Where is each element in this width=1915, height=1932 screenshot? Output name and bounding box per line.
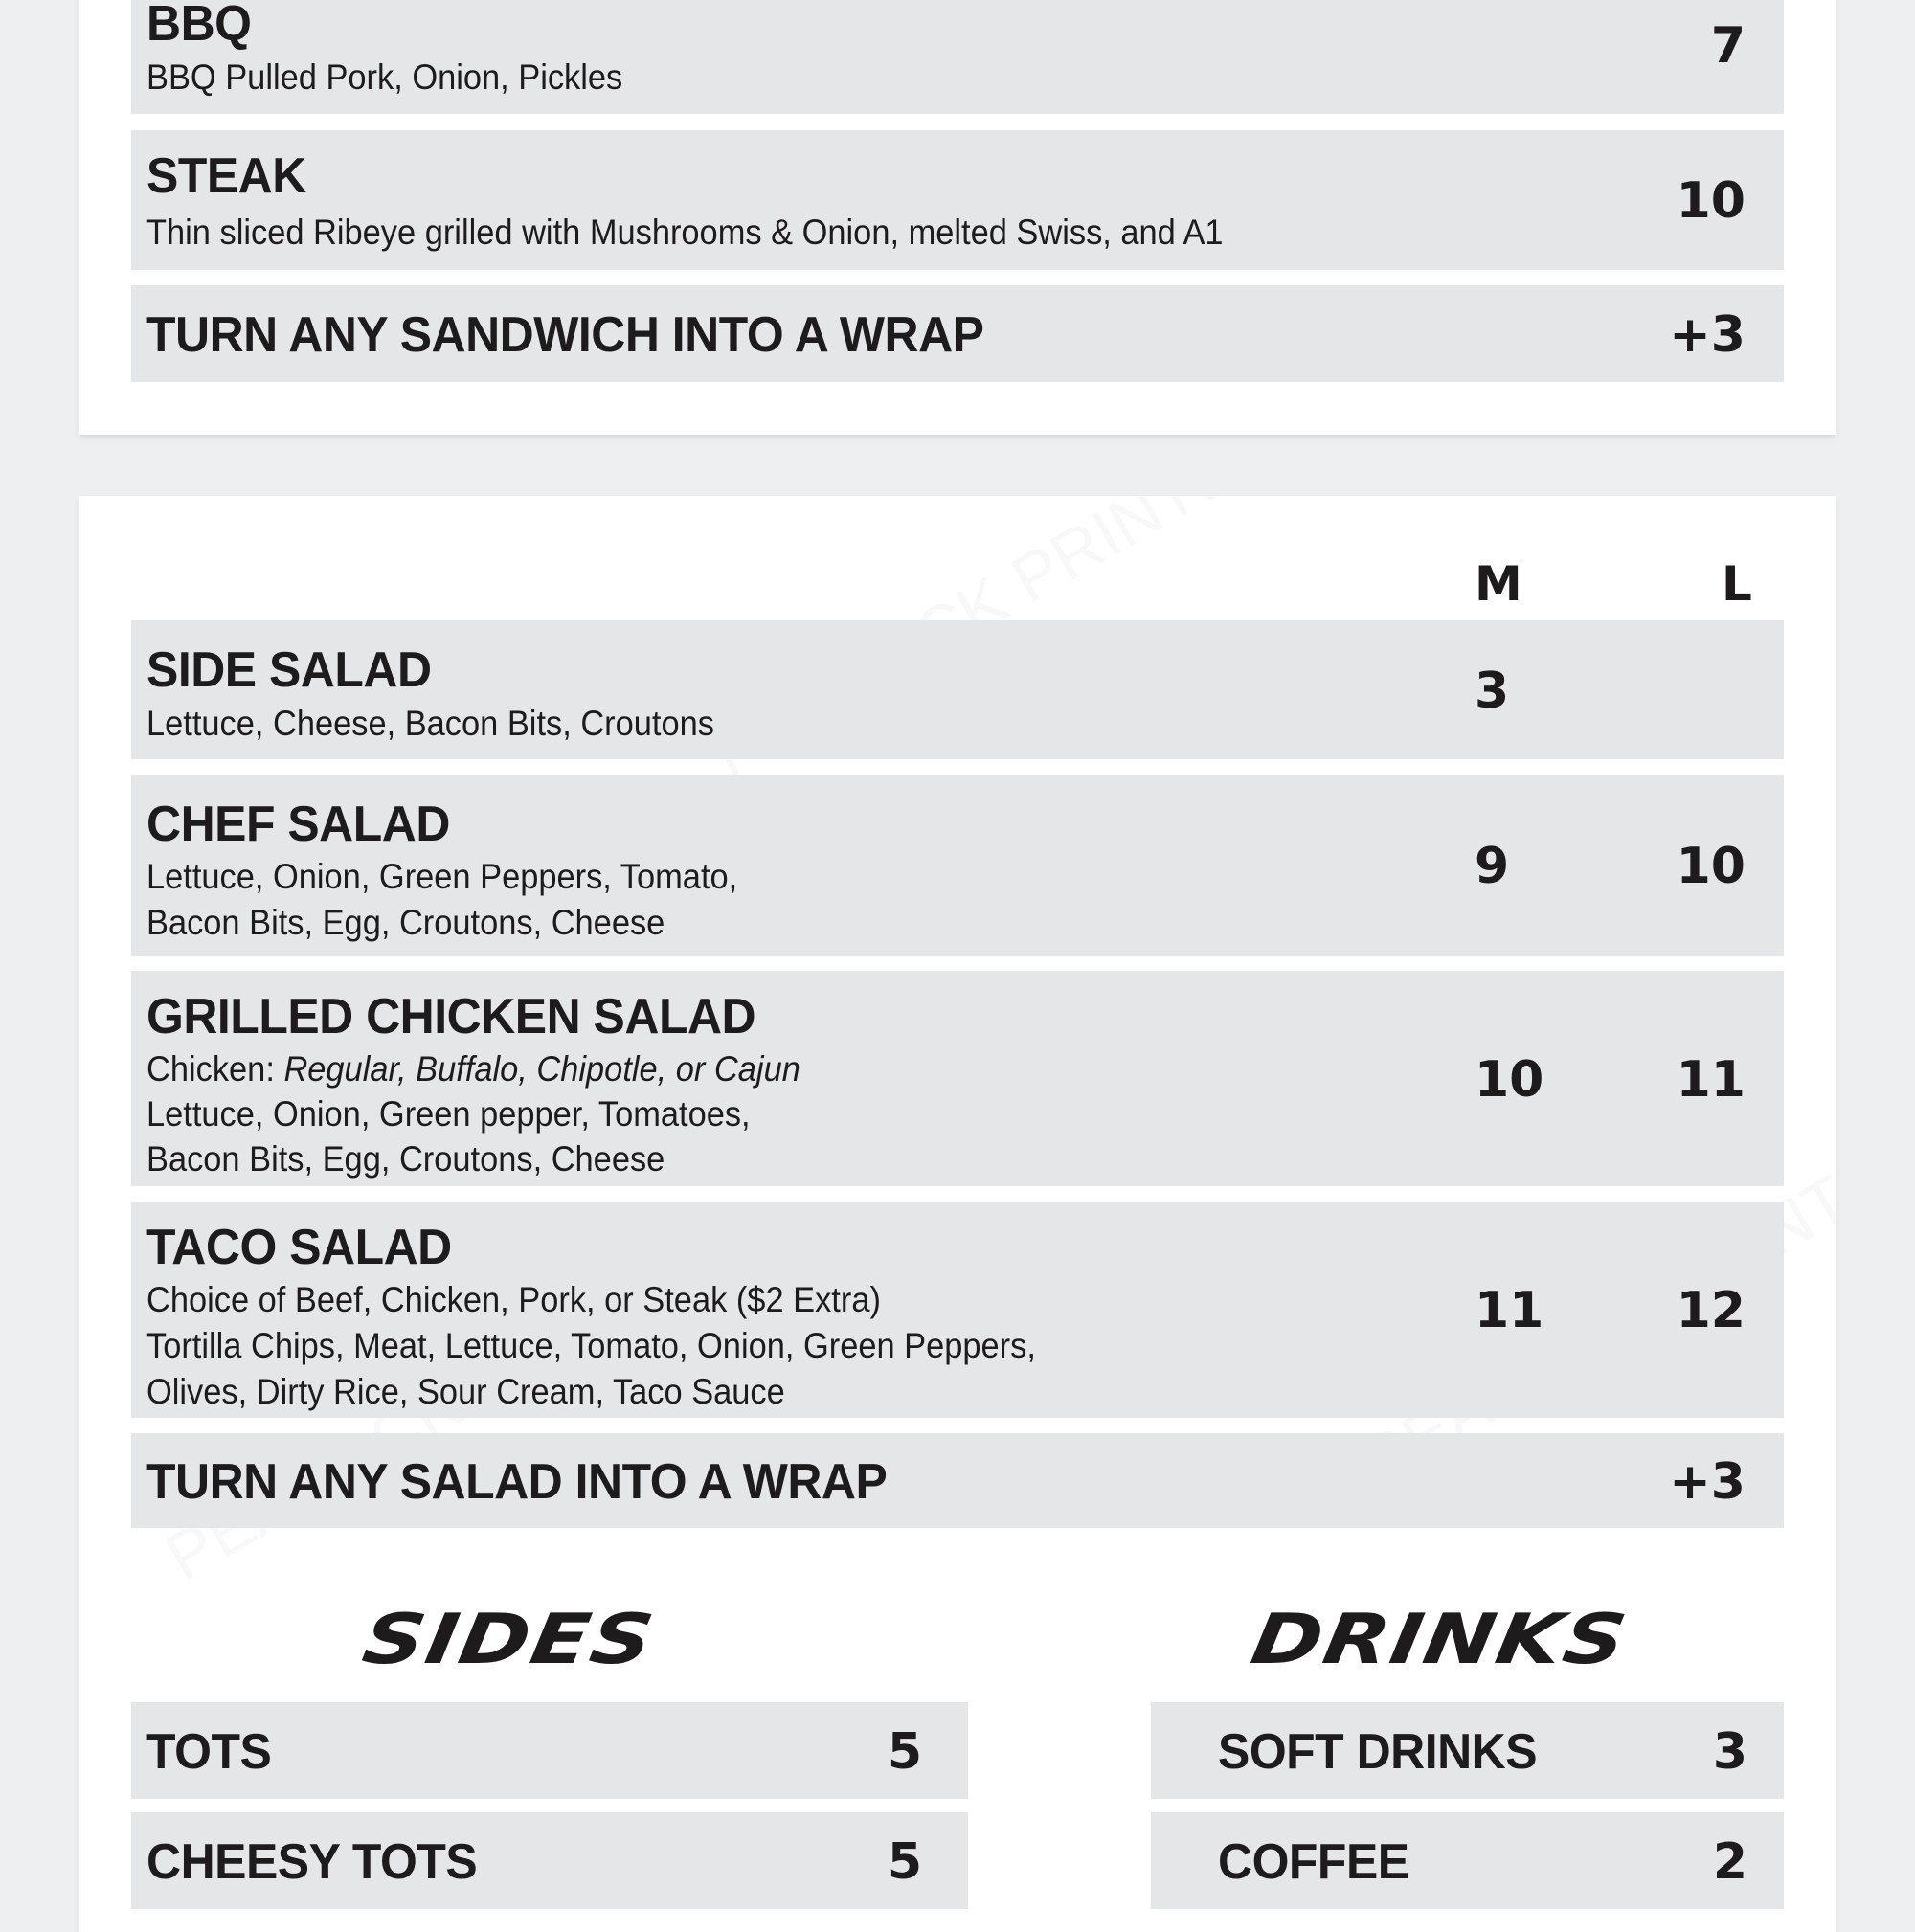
wrap-option-label: TURN ANY SALAD INTO A WRAP [146,1454,888,1510]
item-description-line [146,1046,800,1092]
item-price-medium: 10 [1475,1051,1544,1109]
side-item-tots [131,1702,968,1799]
item-description: Lettuce, Cheese, Bacon Bits, Croutons [146,704,714,743]
item-description-line: Lettuce, Onion, Green Peppers, Tomato, [146,857,738,896]
drink-item-soft-drinks [1151,1702,1784,1799]
item-description-line: Tortilla Chips, Meat, Lettuce, Tomato, Onion, Green Peppers, [146,1326,1036,1365]
item-name: SIDE SALAD [146,642,432,698]
item-price: 5 [887,1833,922,1891]
item-price: 5 [887,1723,922,1781]
menu-item-steak [131,130,1784,270]
sides-heading: SIDES [357,1598,662,1679]
item-price-medium: 9 [1475,838,1510,895]
item-description: BBQ Pulled Pork, Onion, Pickles [146,57,623,97]
item-name: GRILLED CHICKEN SALAD [146,989,756,1045]
item-price-large: 12 [1676,1282,1746,1339]
menu-item-taco-salad [131,1202,1784,1418]
item-price-medium: 11 [1475,1282,1544,1339]
item-price-large: 11 [1676,1051,1746,1109]
menu-item-grilled-chicken-salad [131,971,1784,1186]
item-price: 2 [1712,1833,1747,1891]
sandwiches-card [79,0,1836,435]
menu-item-chef-salad [131,775,1784,956]
wrap-option-price: +3 [1669,306,1746,364]
side-item-cheesy-tots [131,1812,968,1909]
chicken-label: Chicken: [146,1049,284,1089]
item-description-line: Lettuce, Onion, Green pepper, Tomatoes, [146,1094,751,1134]
drinks-heading: DRINKS [1246,1598,1634,1679]
item-price-large: 10 [1676,838,1746,895]
item-description-line: Olives, Dirty Rice, Sour Cream, Taco Sauce [146,1372,785,1411]
item-price: 3 [1712,1723,1747,1781]
drink-item-coffee [1151,1812,1784,1909]
item-price-medium: 3 [1475,663,1510,720]
item-description-line: Bacon Bits, Egg, Croutons, Cheese [146,1139,665,1179]
menu-item-bbq [131,0,1784,114]
item-name: CHEESY TOTS [146,1834,478,1890]
item-description: Thin sliced Ribeye grilled with Mushrooms & Onion, melted Swiss, and A1 [146,213,1224,252]
item-name: BBQ [146,0,252,52]
column-header-large: L [1722,556,1752,612]
wrap-option-price: +3 [1669,1453,1746,1511]
item-name: COFFEE [1218,1834,1409,1890]
menu-item-side-salad [131,620,1784,759]
item-name: TACO SALAD [146,1220,452,1275]
item-name: TOTS [146,1724,272,1780]
item-price: 10 [1676,172,1746,230]
salads-card [79,496,1836,1932]
item-name: STEAK [146,148,306,204]
item-name: CHEF SALAD [146,797,450,852]
item-price: 7 [1710,17,1746,75]
sandwich-wrap-option [131,285,1784,382]
item-name: SOFT DRINKS [1218,1724,1538,1780]
item-description-line: Choice of Beef, Chicken, Pork, or Steak ($2 Extra) [146,1280,881,1319]
column-header-medium: M [1475,556,1522,612]
salad-wrap-option [131,1433,1784,1528]
item-description-line: Bacon Bits, Egg, Croutons, Cheese [146,903,665,942]
wrap-option-label: TURN ANY SANDWICH INTO A WRAP [146,307,984,363]
chicken-options: Regular, Buffalo, Chipotle, or Cajun [283,1049,800,1089]
